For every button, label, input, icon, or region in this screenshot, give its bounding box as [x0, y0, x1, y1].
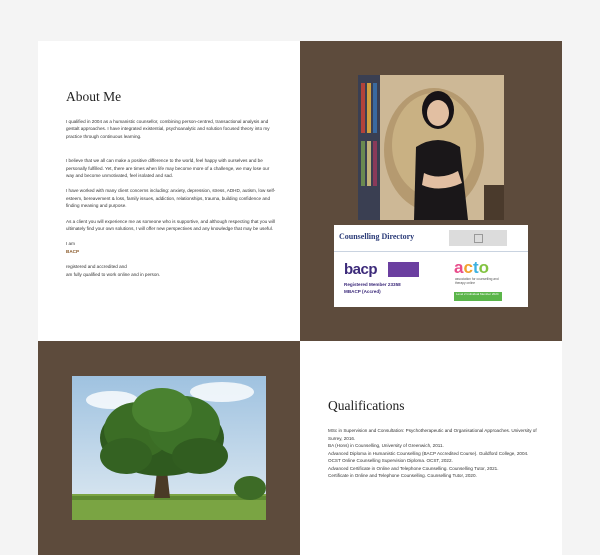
acto-logo — [454, 258, 489, 278]
bacp-accredited-badge — [388, 262, 419, 277]
acto-letter: o — [478, 258, 489, 277]
counselling-directory-logo[interactable]: Counselling Directory — [339, 232, 415, 241]
about-paragraph: registered and accredited and — [66, 264, 127, 270]
qualifications-section — [300, 341, 562, 555]
acto-letter: t — [472, 258, 479, 277]
about-paragraph: I have worked with many client concerns including: anxiety, depression, stress, ADHD, autism, low self-esteem, bereavement & loss, family issues, addiction, relationships, trauma, building confidence and finding meaning and purpose. — [66, 188, 276, 209]
about-paragraph: am fully qualified to work online and in person. — [66, 271, 161, 277]
bacp-member-number: Registered Member 23358 — [344, 282, 401, 287]
bacp-logo: bacp — [344, 261, 378, 278]
acto-member-bar: Level 2 Individual Member 2024 — [454, 292, 502, 301]
acto-letter: c — [463, 258, 473, 277]
bacp-accreditation: MBACP (Accred) — [344, 289, 381, 294]
qualification-item: MSc in Supervision and Consultation: Psychotherapeutic and Organisational Approaches. University of Surrey, 2016. — [328, 428, 537, 441]
about-paragraph: As a client you will experience me as someone who is supportive, and although respecting that you will ultimately find your own solutions, I will offer new perspectives and any knowledge that may be useful. — [66, 218, 275, 232]
portrait-photo — [358, 75, 504, 220]
divider — [334, 251, 528, 252]
qualifications-title: Qualifications — [328, 398, 405, 413]
bacp-link[interactable]: BACP — [66, 248, 80, 254]
oak-tree-photo — [72, 376, 266, 520]
about-title: About Me — [66, 89, 122, 104]
qualification-item: OCST Online Counselling Supervision Diploma. OCST, 2022. — [328, 458, 453, 463]
page — [38, 41, 562, 555]
qualification-item: BA (Hons) in Counselling, University of Greenwich, 2011. — [328, 443, 444, 448]
acto-tagline: association for counselling and therapy online — [455, 277, 499, 285]
about-paragraph: I qualified in 2004 as a humanistic counsellor, combining person-centred, transactional analysis and gestalt approaches. I have integrated existential, psychoanalytic and solution focused theory into my practice through continuous learning. — [66, 119, 270, 139]
qualification-item: Advanced Certificate in Online and Telephone Counselling. Counselling Tutor, 2021. — [328, 465, 499, 471]
acto-letter: a — [454, 258, 464, 277]
qualification-item: Certificate in Online and Telephone Counselling. Counselling Tutor, 2020. — [328, 473, 477, 478]
qualifications-list — [328, 427, 548, 480]
about-paragraph: I am — [66, 241, 75, 247]
image-placeholder-icon — [449, 230, 507, 246]
accreditation-badges — [334, 225, 528, 307]
about-paragraph: I believe that we all can make a positive difference to the world, feel happy with ourselves and be personally fulfilled. Yet, there are times when life may become more of a challenge, we may lose our way and become unmotivated, feel isolated and sad. — [66, 158, 270, 179]
tree-section — [38, 341, 300, 555]
portrait-section — [300, 41, 562, 341]
about-section — [38, 41, 300, 341]
qualification-item: Advanced Diploma in Humanistic Counselling (BACP Accredited Course). Guildford College, 2004. — [328, 450, 529, 456]
about-body — [66, 118, 278, 278]
